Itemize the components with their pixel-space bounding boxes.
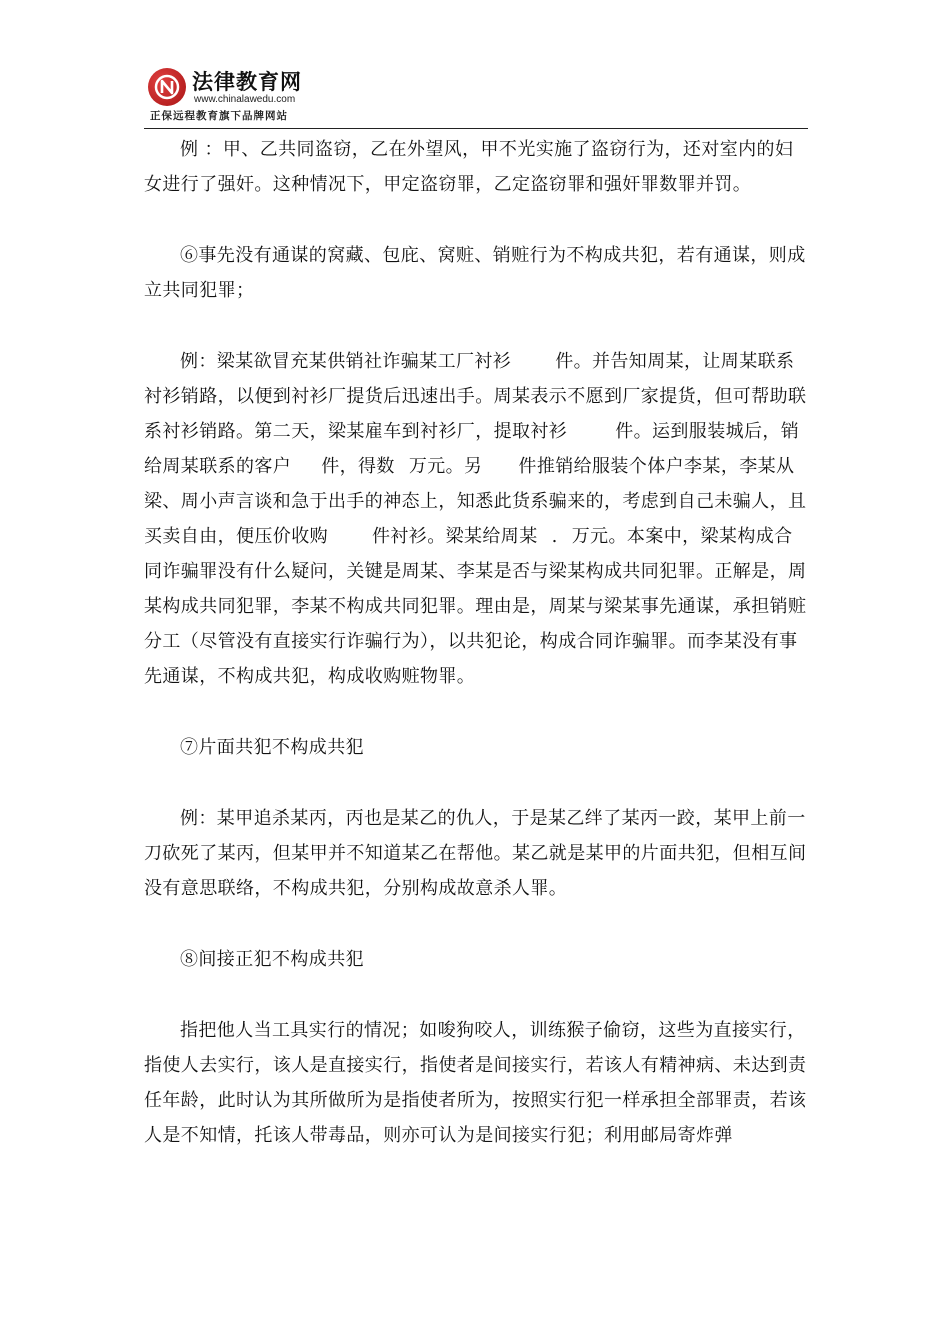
example-2-part-3: 件。运到服装城后，销给周某联系的客户 [144,421,800,477]
example-2-part-6: 件推销给服装个体户李某，李某从梁、周小声言谈和急于出手的神态上，知悉此货系骗来的，考虑到自己未骗人，且买卖自由，便压价收购 [144,456,807,547]
paragraph-rule-6: ⑥事先没有通谋的窝藏、包庇、窝赃、销赃行为不构成共犯，若有通谋，则成立共同犯罪； [144,245,806,301]
example-2-part-5: 万元。另 [408,456,483,477]
logo-url: www.chinalawedu.com [194,94,296,105]
example-2-part-1: 例：梁某欲冒充某供销社诈骗某工厂衬衫 [180,351,512,372]
paragraph-indirect-principal: 指把他人当工具实行的情况；如唆狗咬人，训练猴子偷窃，这些为直接实行，指使人去实行，该人是直接实行，指使者是间接实行，若该人有精神病、未达到责任年龄，此时认为其所做所为是指使者所为，按照实行犯一样承担全部罪责，若该人是不知情，托该人带毒品，则亦可认为是间接实行犯；利用邮局寄炸弹 [144,1020,807,1146]
paragraph-example-3: 例：某甲追杀某丙，丙也是某乙的仇人，于是某乙绊了某丙一跤，某甲上前一刀砍死了某丙，但某甲并不知道某乙在帮他。某乙就是某甲的片面共犯，但相互间没有意思联络，不构成共犯，分别构成故意杀人罪。 [144,808,807,899]
paragraph-rule-7: ⑦片面共犯不构成共犯 [180,737,364,758]
document-body [144,132,808,1153]
paragraph-example-1: 例 ：甲、乙共同盗窃，乙在外望风，甲不光实施了盗窃行为，还对室内的妇女进行了强奸。这种情况下，甲定盗窃罪，乙定盗窃罪和强奸罪数罪并罚。 [144,139,794,195]
logo-slogan: 正保远程教育旗下品牌网站 [150,110,288,122]
example-2-part-4: 件，得数 [321,456,395,477]
logo-title: 法律教育网 [192,70,302,94]
header-divider [144,128,808,129]
logo-icon [148,68,186,106]
example-2-part-9: 万元。本案中，梁某构成合同诈骗罪没有什么疑问，关键是周某、李某是否与梁某构成共同犯罪。正解是，周某构成共同犯罪，李某不构成共同犯罪。理由是，周某与梁某事先通谋，承担销赃分工（尽管没有直接实行诈骗行为），以共犯论，构成合同诈骗罪。而李某没有事先通谋，不构成共犯，构成收购赃物罪。 [144,526,807,687]
site-header [144,64,808,128]
example-2-part-8: . [551,526,558,547]
paragraph-example-2 [144,344,808,694]
example-2-part-2: 件。并告知周某，让周某联系衬衫销路，以便到衬衫厂提货后迅速出手。周某表示不愿到厂家提货，但可帮助联系衬衫销路。第二天，梁某雇车到衬衫厂，提取衬衫 [144,351,807,442]
paragraph-rule-8: ⑧间接正犯不构成共犯 [180,949,364,970]
example-2-part-7: 件衬衫。梁某给周某 [372,526,538,547]
